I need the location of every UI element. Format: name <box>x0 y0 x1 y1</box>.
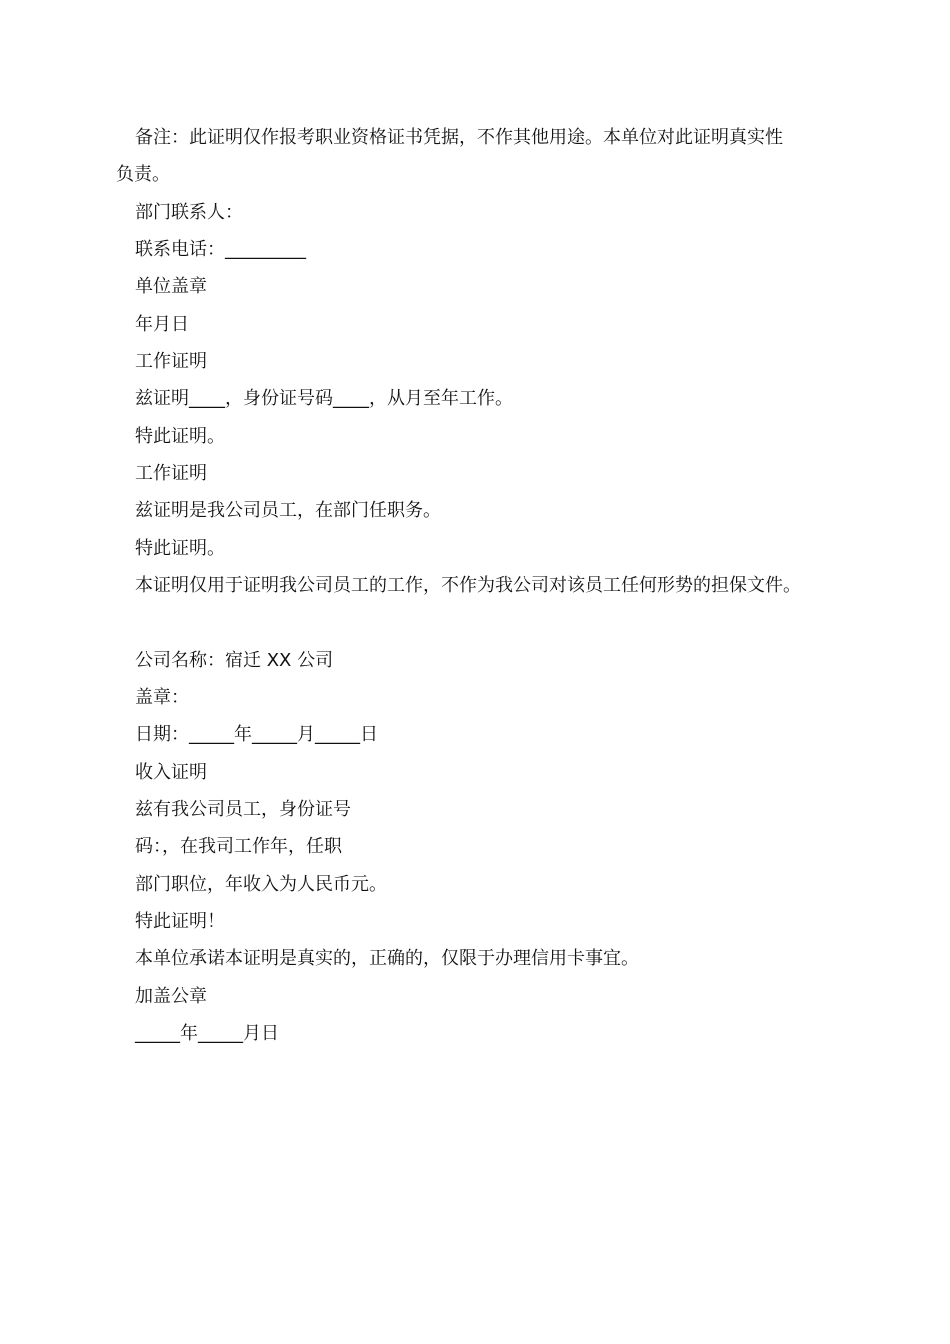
seal-label: 盖章： <box>135 687 189 708</box>
hereby-certify-3: 特此证明！ <box>135 911 225 932</box>
unit-seal-label: 单位盖章 <box>135 276 207 297</box>
date-line-2: 日期：_____年_____月_____日 <box>135 724 378 745</box>
income-certificate-body-1: 兹有我公司员工，身份证号 <box>135 799 351 820</box>
date-line-3: _____年_____月日 <box>135 1023 279 1044</box>
work-certificate-title-1: 工作证明 <box>135 351 207 372</box>
hereby-certify-2: 特此证明。 <box>135 538 225 559</box>
official-seal-label: 加盖公章 <box>135 986 207 1007</box>
income-certificate-body-2: 码：，在我司工作年，任职 <box>135 836 342 857</box>
company-name-line: 公司名称：宿迁 XX 公司 <box>135 650 334 671</box>
hereby-certify-1: 特此证明。 <box>135 426 225 447</box>
work-certificate-body-1: 兹证明____，身份证号码____，从月至年工作。 <box>135 388 513 409</box>
income-certificate-title: 收入证明 <box>135 762 207 783</box>
contact-phone-label: 联系电话：_________ <box>135 239 306 260</box>
note-line-2: 负责。 <box>116 164 170 185</box>
work-certificate-body-2: 兹证明是我公司员工，在部门任职务。 <box>135 500 441 521</box>
disclaimer-line: 本证明仅用于证明我公司员工的工作，不作为我公司对该员工任何形势的担保文件。 <box>135 575 801 596</box>
commitment-line: 本单位承诺本证明是真实的，正确的，仅限于办理信用卡事宜。 <box>135 948 639 969</box>
income-certificate-body-3: 部门职位，年收入为人民币元。 <box>135 874 387 895</box>
date-line-1: 年月日 <box>135 314 189 335</box>
work-certificate-title-2: 工作证明 <box>135 463 207 484</box>
note-line-1: 备注：此证明仅作报考职业资格证书凭据，不作其他用途。本单位对此证明真实性 <box>135 127 783 148</box>
department-contact-label: 部门联系人： <box>135 202 243 223</box>
